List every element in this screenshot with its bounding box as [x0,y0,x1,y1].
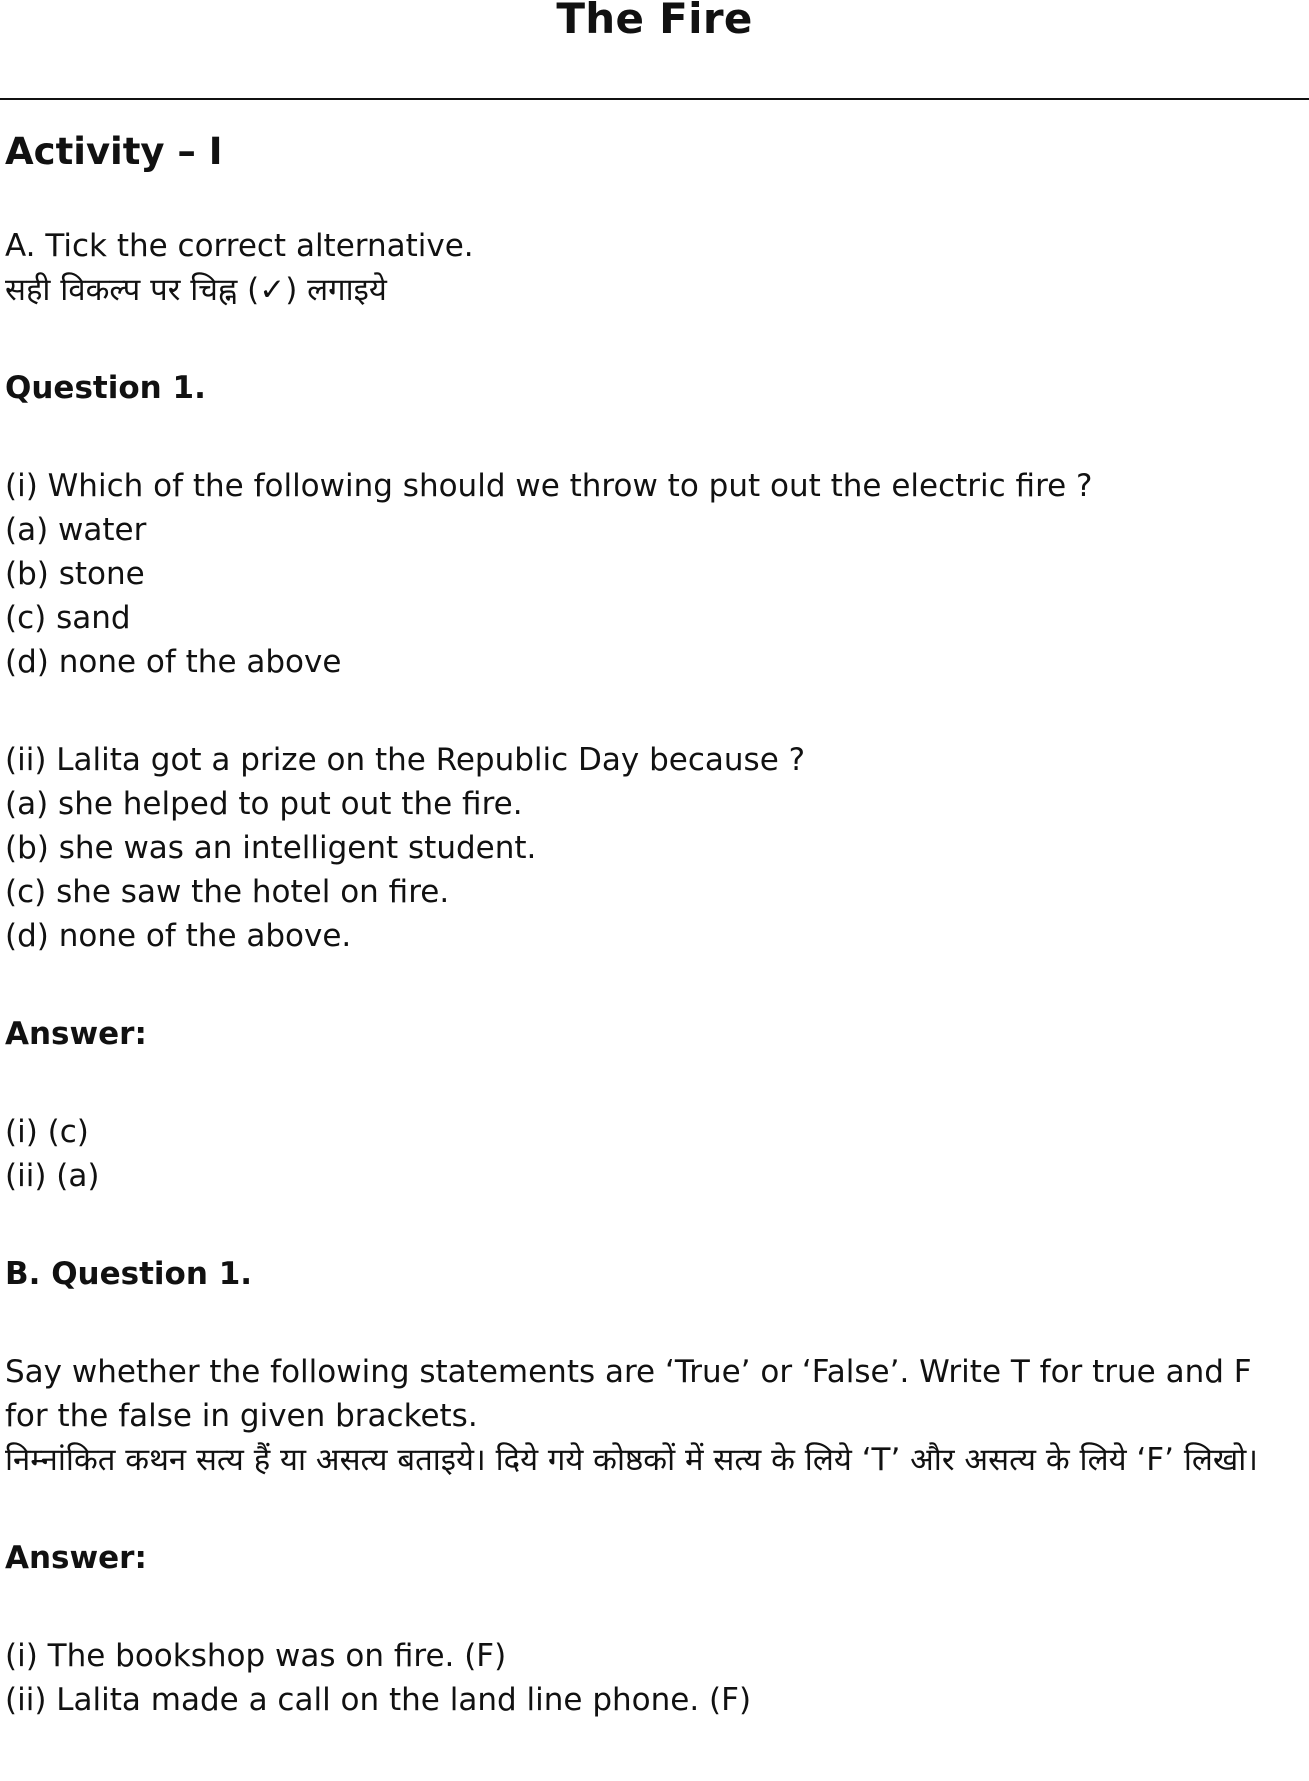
title-divider [0,98,1309,100]
question-i-option-b: (b) stone [5,556,145,592]
section-a-answer-ii: (ii) (a) [5,1158,100,1194]
section-b-answer-i: (i) The bookshop was on fire. (F) [5,1638,507,1674]
section-a-question-label: Question 1. [5,370,206,406]
section-a-instruction-hi: सही विकल्प पर चिह्न (✓) लगाइये [5,272,387,308]
section-b-instruction-en: Say whether the following statements are ‘True’ or ‘False’. Write T for true and F for the false in given brackets. [5,1354,1252,1434]
section-a-answer-i: (i) (c) [5,1114,89,1150]
question-i-text: (i) Which of the following should we throw to put out the electric fire ? [5,468,1093,504]
question-ii-option-b: (b) she was an intelligent student. [5,830,537,866]
section-b-answer-ii: (ii) Lalita made a call on the land line phone. (F) [5,1682,752,1718]
page-title: The Fire [556,0,753,43]
section-a-answer-label: Answer: [5,1016,147,1052]
question-i-option-c: (c) sand [5,600,131,636]
question-i-option-d: (d) none of the above [5,644,342,680]
section-b-answer-label: Answer: [5,1540,147,1576]
question-i-option-a: (a) water [5,512,147,548]
section-b-instruction-hi: निम्नांकित कथन सत्य हैं या असत्य बताइये। दिये गये कोष्ठकों में सत्य के लिये ‘T’ और असत्य के लिये ‘F’ लिखो। [5,1442,1259,1478]
question-ii-option-c: (c) she saw the hotel on fire. [5,874,450,910]
question-ii-option-a: (a) she helped to put out the fire. [5,786,523,822]
document-body [5,128,1300,1722]
activity-heading: Activity – I [5,130,223,173]
section-a-instruction-en: A. Tick the correct alternative. [5,228,474,264]
question-ii-option-d: (d) none of the above. [5,918,352,954]
section-b-question-label: B. Question 1. [5,1256,253,1292]
question-ii-text: (ii) Lalita got a prize on the Republic Day because ? [5,742,806,778]
